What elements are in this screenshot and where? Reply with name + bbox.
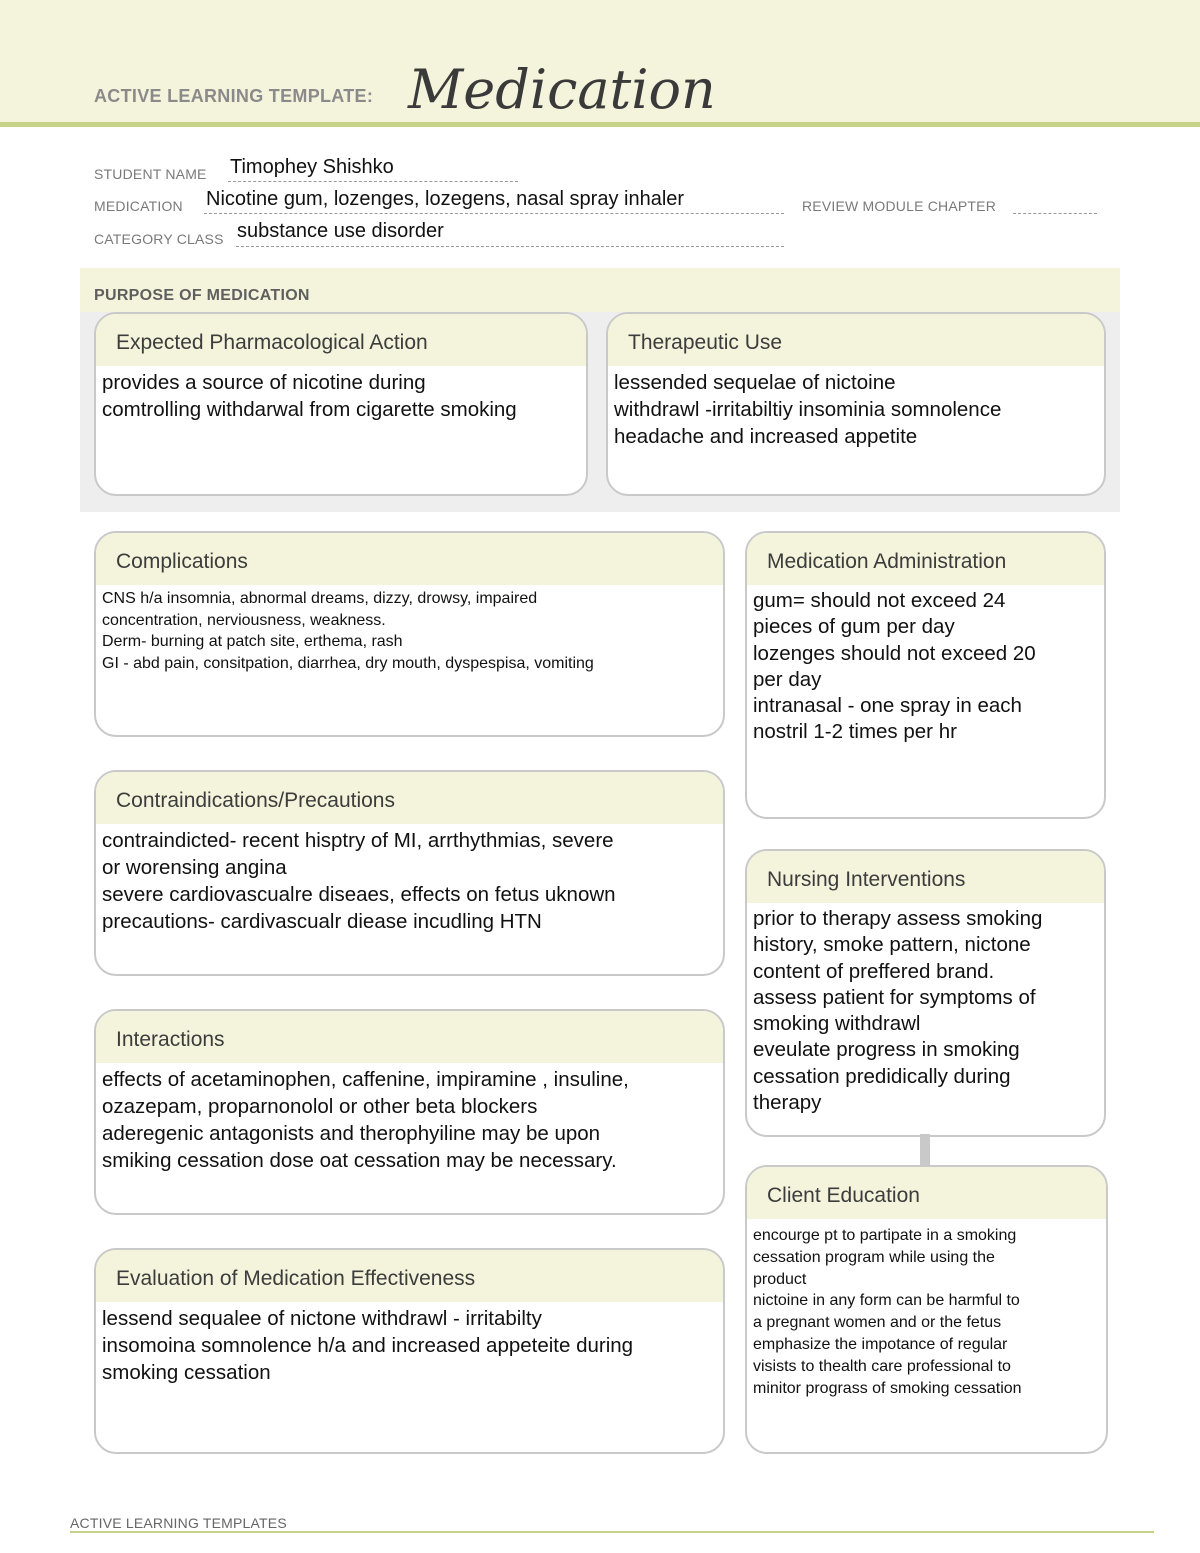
client-education-heading: Client Education: [747, 1167, 1106, 1219]
text-line: Derm- burning at patch site, erthema, rash: [102, 633, 403, 650]
text-line: pieces of gum per day: [753, 615, 955, 639]
medication-label: MEDICATION: [94, 198, 183, 214]
text-line: per day: [753, 667, 822, 691]
footer-text: ACTIVE LEARNING TEMPLATES: [70, 1515, 287, 1531]
evaluation-body: [96, 1302, 723, 1386]
complications-heading: Complications: [96, 533, 723, 585]
text-line: lessend sequalee of nictone withdrawl - irritabilty: [102, 1307, 542, 1330]
text-line: history, smoke pattern, nictone: [753, 933, 1031, 957]
text-line: headache and increased appetite: [614, 425, 918, 448]
medication-administration-heading: Medication Administration: [747, 533, 1104, 585]
text-line: lozenges should not exceed 20: [753, 641, 1036, 665]
text-line: therapy: [753, 1091, 822, 1115]
evaluation-heading: Evaluation of Medication Effectiveness: [96, 1250, 723, 1302]
template-label: ACTIVE LEARNING TEMPLATE:: [94, 86, 374, 106]
interactions-card[interactable]: [94, 1009, 725, 1215]
nursing-interventions-body: [747, 903, 1104, 1116]
complications-body: [96, 585, 723, 674]
text-line: cessation predidically during: [753, 1064, 1011, 1088]
interactions-heading: Interactions: [96, 1011, 723, 1063]
text-line: smoking withdrawl: [753, 1012, 921, 1036]
text-line: ozazepam, proparnonolol or other beta blockers: [102, 1095, 538, 1118]
review-module-field[interactable]: [1013, 213, 1097, 214]
therapeutic-use-body: [608, 366, 1104, 450]
medication-administration-card[interactable]: [745, 531, 1106, 819]
evaluation-card[interactable]: [94, 1248, 725, 1454]
student-name-line: [228, 181, 518, 182]
header-accent-line: [0, 122, 1200, 127]
text-line: smoking cessation: [102, 1361, 271, 1384]
text-line: a pregnant women and or the fetus: [753, 1314, 1002, 1332]
nursing-interventions-card[interactable]: [745, 849, 1106, 1137]
text-line: insomoina somnolence h/a and increased appeteite during: [102, 1334, 634, 1357]
text-line: or worensing angina: [102, 856, 287, 879]
student-name-field[interactable]: Timophey Shishko: [230, 156, 394, 178]
text-line: gum= should not exceed 24: [753, 589, 1006, 612]
text-line: emphasize the impotance of regular: [753, 1335, 1008, 1353]
text-line: nictoine in any form can be harmful to: [753, 1292, 1020, 1310]
text-line: visists to thealth care professional to: [753, 1357, 1011, 1375]
client-education-card[interactable]: [745, 1165, 1108, 1454]
template-title: Medication: [408, 58, 716, 121]
text-line: comtrolling withdarwal from cigarette smoking: [102, 398, 517, 421]
text-line: provides a source of nicotine during: [102, 371, 426, 394]
student-name-label: STUDENT NAME: [94, 166, 207, 182]
medication-field[interactable]: Nicotine gum, lozenges, lozegens, nasal spray inhaler: [206, 188, 685, 210]
text-line: nostril 1-2 times per hr: [753, 720, 957, 744]
text-line: aderegenic antagonists and therophyiline may be upon: [102, 1122, 601, 1145]
nursing-interventions-heading: Nursing Interventions: [747, 851, 1104, 903]
review-module-label: REVIEW MODULE CHAPTER: [802, 198, 996, 214]
expected-action-heading: Expected Pharmacological Action: [96, 314, 586, 366]
text-line: encourge pt to partipate in a smoking: [753, 1227, 1017, 1244]
expected-action-card[interactable]: [94, 312, 588, 496]
text-line: content of preffered brand.: [753, 959, 995, 983]
text-line: eveulate progress in smoking: [753, 1038, 1020, 1062]
text-line: minitor prograss of smoking cessation: [753, 1379, 1022, 1397]
complications-card[interactable]: [94, 531, 725, 737]
text-line: withdrawl -irritabiltiy insominia somnolence: [614, 398, 1002, 421]
category-class-label: CATEGORY CLASS: [94, 231, 224, 247]
category-class-field[interactable]: substance use disorder: [237, 220, 444, 242]
text-line: lessended sequelae of nictoine: [614, 371, 896, 394]
client-education-body: [747, 1219, 1106, 1399]
medication-administration-body: [747, 585, 1104, 746]
text-line: precautions- cardivascualr diease incudling HTN: [102, 910, 542, 933]
text-line: cessation program while using the: [753, 1248, 995, 1266]
text-line: severe cardiovascualre diseaes, effects on fetus uknown: [102, 883, 616, 906]
text-line: CNS h/a insomnia, abnormal dreams, dizzy, drowsy, impaired: [102, 590, 538, 607]
text-line: smiking cessation dose oat cessation may be necessary.: [102, 1149, 617, 1172]
text-line: product: [753, 1270, 807, 1288]
contraindications-body: [96, 824, 723, 935]
contraindications-card[interactable]: [94, 770, 725, 976]
medication-line: [204, 213, 784, 214]
expected-action-body: [96, 366, 586, 423]
text-line: prior to therapy assess smoking: [753, 907, 1043, 930]
text-line: assess patient for symptoms of: [753, 985, 1036, 1009]
therapeutic-use-card[interactable]: [606, 312, 1106, 496]
contraindications-heading: Contraindications/Precautions: [96, 772, 723, 824]
category-class-line: [236, 246, 784, 247]
interactions-body: [96, 1063, 723, 1174]
therapeutic-use-heading: Therapeutic Use: [608, 314, 1104, 366]
footer-accent-line: [70, 1531, 1154, 1533]
purpose-title: PURPOSE OF MEDICATION: [94, 287, 310, 304]
text-line: contraindicted- recent hisptry of MI, arrthythmias, severe: [102, 829, 614, 852]
text-line: concentration, nerviousness, weakness.: [102, 611, 386, 629]
text-line: intranasal - one spray in each: [753, 694, 1022, 718]
text-line: GI - abd pain, consitpation, diarrhea, dry mouth, dyspespisa, vomiting: [102, 654, 594, 672]
text-line: effects of acetaminophen, caffenine, impiramine , insuline,: [102, 1068, 629, 1091]
card-connector: [920, 1134, 930, 1166]
